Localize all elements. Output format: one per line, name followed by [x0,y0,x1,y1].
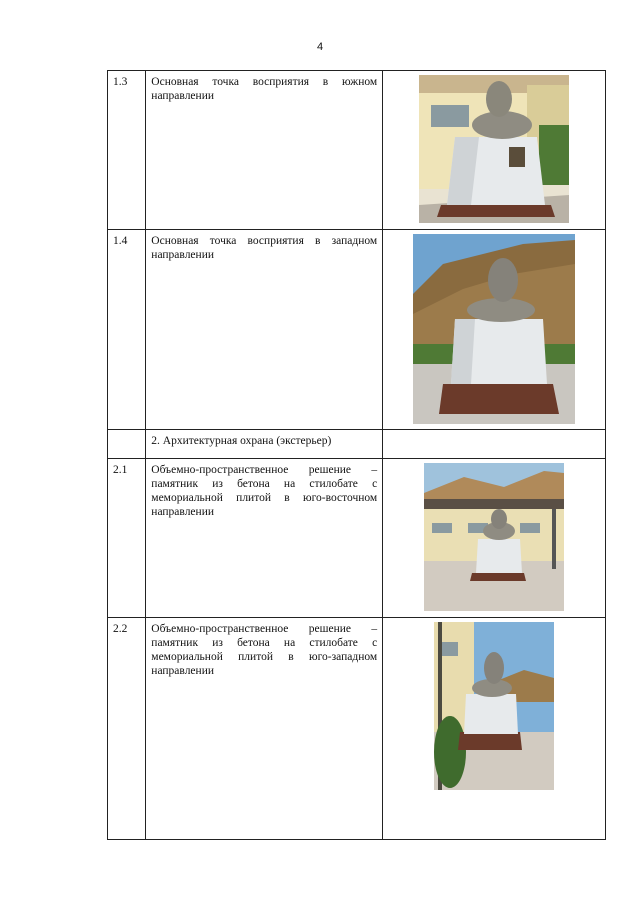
heritage-table [107,70,606,840]
row-number: 2.1 [108,459,146,618]
section-heading: 2. Архитектурная охрана (экстерьер) [146,430,383,459]
monument-southwest-photo [434,622,554,790]
row-description: Основная точка восприятия в западном направлении [146,230,383,430]
monument-south-photo [419,75,569,223]
row-photo-cell [383,71,606,230]
row-number [108,430,146,459]
row-number: 1.4 [108,230,146,430]
monument-southeast-photo [424,463,564,611]
row-photo-cell [383,430,606,459]
table-row [108,71,606,230]
row-photo-cell [383,459,606,618]
page-number: 4 [316,41,324,53]
row-photo-cell [383,618,606,840]
row-description: Объемно-пространственное решение – памятник из бетона на стилобате с мемориальной плитой в юго-западном направлении [146,618,383,840]
row-photo-cell [383,230,606,430]
table-row [108,459,606,618]
table-row [108,618,606,840]
table-row [108,430,606,459]
table-row [108,230,606,430]
row-description: Объемно-пространственное решение – памятник из бетона на стилобате с мемориальной плитой в юго-восточном направлении [146,459,383,618]
row-number: 2.2 [108,618,146,840]
monument-west-photo [413,234,575,424]
row-number: 1.3 [108,71,146,230]
row-description: Основная точка восприятия в южном направлении [146,71,383,230]
